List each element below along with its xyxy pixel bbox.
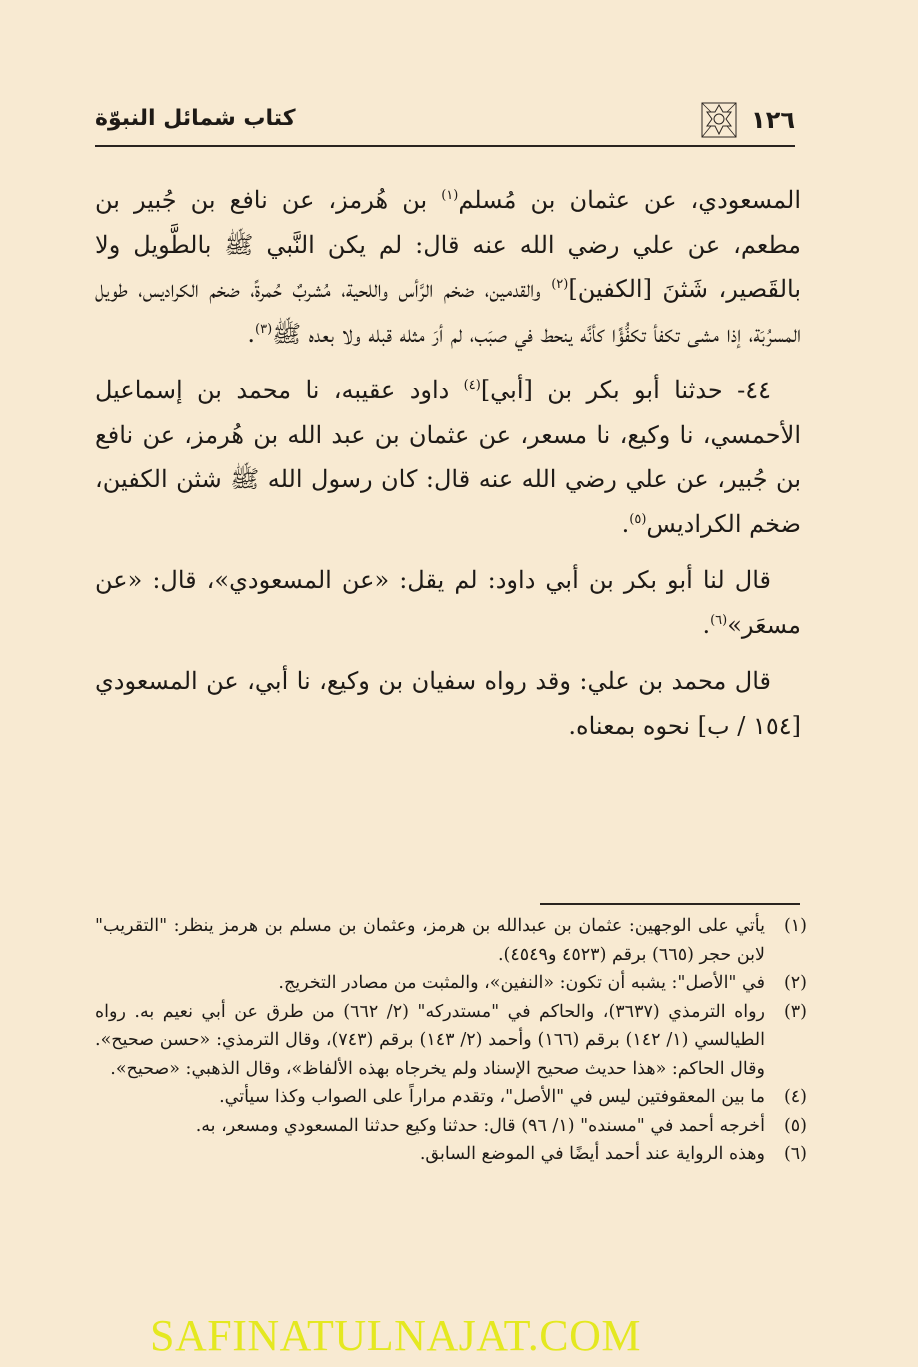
paragraph-4: قال محمد بن علي: وقد رواه سفيان بن وكيع، نا أبي، عن المسعودي [١٥٤ / ب] نحوه بمعناه. xyxy=(95,667,801,740)
footnote-ref-1[interactable]: (١) xyxy=(441,188,459,203)
geometric-star-ornament-icon xyxy=(701,102,737,138)
watermark: SAFINATULNAJAT.COM xyxy=(150,1311,642,1360)
paragraph-2-hadith-44: ٤٤- حدثنا أبو بكر بن [أبي]$^{(٤)}$ داود عقيبه، نا محمد بن إسماعيل الأحمسي، نا وكيع، نا مسعر، عن عثمان بن عبد الله بن هُرمز، عن نافع بن جُبير، عن علي رضي الله عنه قال: كان رسول الله ﷺ شثن الكفين، ضخم الكراديس$^{(٥)}$. xyxy=(95,376,801,538)
paragraph-3: قال لنا أبو بكر بن أبي داود: لم يقل: «عن المسعودي»، قال: «عن مسعَر»$^{(٦)}$. xyxy=(95,566,801,639)
footnote-ref-4[interactable]: (٤) xyxy=(463,378,481,393)
footnote-3: (٣) رواه الترمذي (٣٦٣٧)، والحاكم في "مستدركه" (٢/ ٦٦٢) من طرق عن أبي نعيم به. رواه الطيالسي (١/ ١٤٢) برقم (١٦٦) وأحمد (٢/ ١٤٣) برقم (٧٤٣)، وقال الترمذي: «حسن صحيح». وقال الحاكم: «هذا حديث صحيح الإسناد ولم يخرجاه بهذه الألفاظ»، وقال الذهبي: «صحيح». xyxy=(95,1001,807,1079)
footnote-4: (٤) ما بين المعقوفتين ليس في "الأصل"، وتقدم مراراً على الصواب وكذا سيأتي. xyxy=(219,1087,807,1107)
footnote-5: (٥) أخرجه أحمد في "مسنده" (١/ ٩٦) قال: حدثنا وكيع حدثنا المسعودي ومسعر، به. xyxy=(195,1115,807,1136)
footnote-1: (١) يأتي على الوجهين: عثمان بن عبدالله بن هرمز، وعثمان بن مسلم بن هرمز ينظر: "التقريب" لابن حجر (٦٦٥) برقم (٤٥٢٣ و٤٥٤٩). xyxy=(95,916,807,965)
book-title: كتاب شمائل النبوّة xyxy=(95,106,296,131)
footnote-ref-6[interactable]: (٦) xyxy=(710,612,728,628)
footnote-ref-5[interactable]: (٥) xyxy=(629,511,647,527)
footnote-2: (٢) في "الأصل": يشبه أن تكون: «النفين»، والمثبت من مصادر التخريج. xyxy=(278,973,807,993)
footnote-6: (٦) وهذه الرواية عند أحمد أيضًا في الموضع السابق. xyxy=(419,1144,807,1164)
main-text xyxy=(95,178,801,760)
footnote-ref-3[interactable]: (٣) xyxy=(255,321,273,337)
page-number: ١٢٦ xyxy=(751,106,795,134)
footnotes xyxy=(95,912,807,1169)
paragraph-1: المسعودي، عن عثمان بن مُسلم$^{(١)}$ بن هُرمز، عن نافع بن جُبير بن مطعم، عن علي رضي الله عنه قال: لم يكن النَّبي ﷺ بالطَّويل ولا بالقَصير، شَثنَ [الكفين]$^{(٢)}$ والقدمين، ضخم الرَّأس واللحية، مُشربٌ حُمرةً، ضخم الكراديس، طويل المسرُبَة، إذا مشى تكفأ تكفُّؤًا كأنَّه ينحط في صبَب، لم أرَ مثله قبله ولا بعده ﷺ$^{(٣)}$. xyxy=(95,186,802,348)
page-header xyxy=(95,102,795,142)
footnote-ref-2[interactable]: (٢) xyxy=(551,277,569,292)
header-divider xyxy=(95,145,795,147)
footnote-divider xyxy=(540,903,800,905)
